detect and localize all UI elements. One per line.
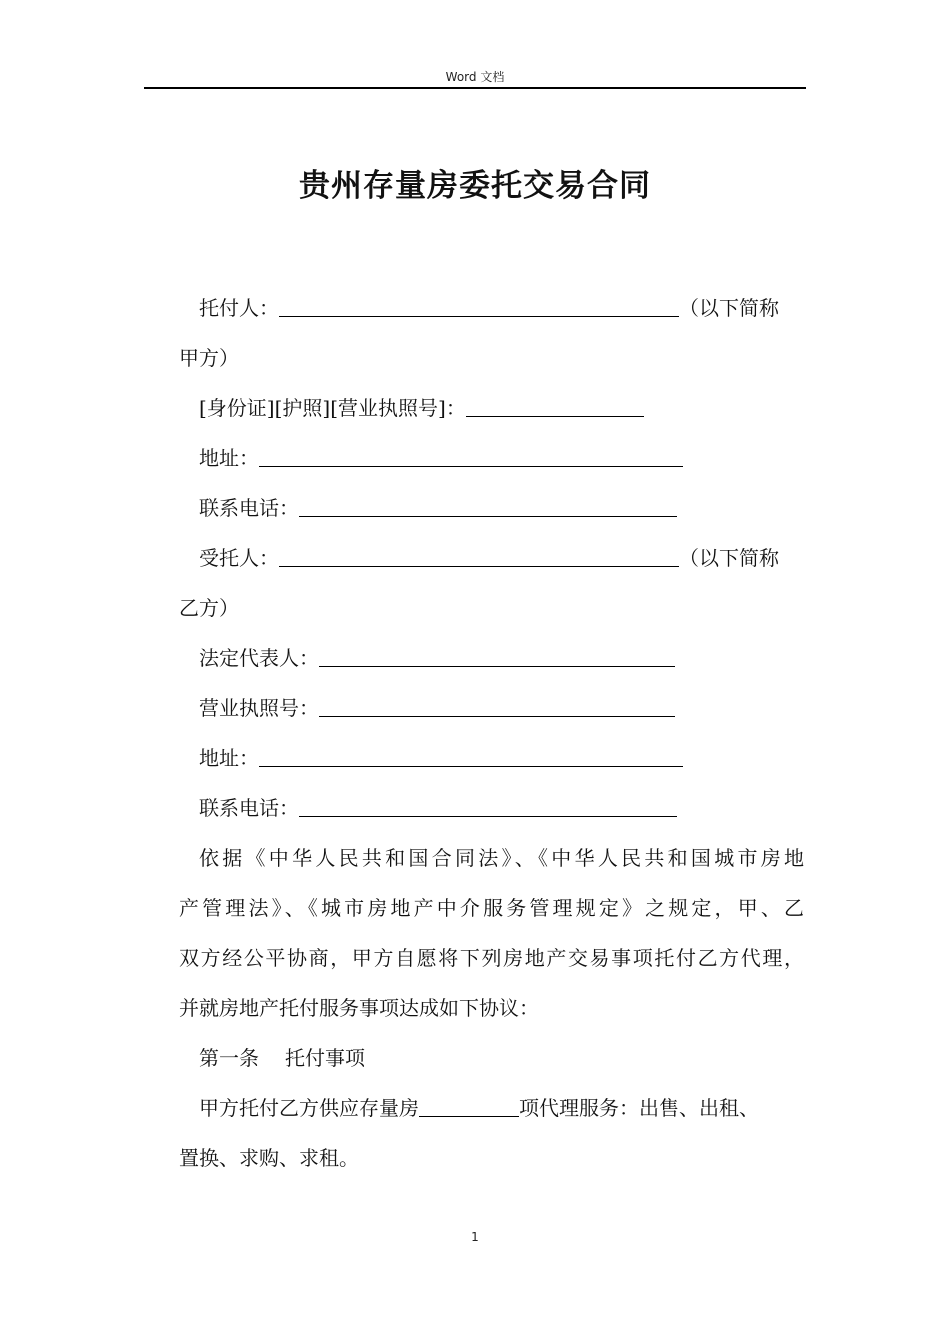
phone2-line <box>179 785 804 835</box>
article-1-heading <box>179 1035 804 1085</box>
trustee-line <box>179 535 804 585</box>
trustee-cont-line <box>179 585 804 635</box>
entrustor-line <box>179 285 804 335</box>
article-1-text-after: 项代理服务：出售、出租、 <box>519 1096 759 1120</box>
header-divider <box>144 87 806 89</box>
phone-label: 联系电话： <box>199 496 299 520</box>
phone2-blank <box>299 790 677 817</box>
id-line <box>179 385 804 435</box>
legal-rep-line <box>179 635 804 685</box>
address2-line <box>179 735 804 785</box>
entrustor-label: 托付人： <box>199 296 279 320</box>
paragraph-line-3: 双方经公平协商，甲方自愿将下列房地产交易事项托付乙方代理， <box>179 946 804 970</box>
license-blank <box>319 690 675 717</box>
address-line <box>179 435 804 485</box>
license-label: 营业执照号： <box>199 696 319 720</box>
trustee-suffix-cont: 乙方） <box>179 596 239 620</box>
id-label: [身份证][护照][营业执照号]： <box>199 396 466 420</box>
entrustor-suffix-cont: 甲方） <box>179 346 239 370</box>
entrustor-cont-line <box>179 335 804 385</box>
article-1-title: 托付事项 <box>285 1046 365 1070</box>
trustee-label: 受托人： <box>199 546 279 570</box>
article-1-number: 第一条 <box>199 1046 259 1070</box>
article-1-line-2: 置换、求购、求租。 <box>179 1146 359 1170</box>
entrustor-blank <box>279 290 679 317</box>
article-1-blank <box>419 1090 519 1117</box>
document-title: 贵州存量房委托交易合同 <box>299 168 651 204</box>
phone2-label: 联系电话： <box>199 796 299 820</box>
trustee-suffix: （以下简称 <box>679 546 779 570</box>
address-label: 地址： <box>199 446 259 470</box>
article-1-line-1 <box>179 1085 804 1135</box>
paragraph-line-1: 依据《中华人民共和国合同法》、《中华人民共和国城市房地 <box>199 846 804 870</box>
id-blank <box>466 390 644 417</box>
document-body <box>179 285 804 1185</box>
page-header: Word 文档 <box>445 70 505 84</box>
article-1-text-before: 甲方托付乙方供应存量房 <box>199 1096 419 1120</box>
legal-rep-blank <box>319 640 675 667</box>
entrustor-suffix: （以下简称 <box>679 296 779 320</box>
address-blank <box>259 440 683 467</box>
paragraph-line-4: 并就房地产托付服务事项达成如下协议： <box>179 996 539 1020</box>
paragraph-line-2: 产管理法》、《城市房地产中介服务管理规定》之规定，甲、乙 <box>179 896 804 920</box>
address2-label: 地址： <box>199 746 259 770</box>
page-number: 1 <box>471 1230 479 1244</box>
phone-blank <box>299 490 677 517</box>
license-line <box>179 685 804 735</box>
address2-blank <box>259 740 683 767</box>
trustee-blank <box>279 540 679 567</box>
phone-line <box>179 485 804 535</box>
legal-rep-label: 法定代表人： <box>199 646 319 670</box>
